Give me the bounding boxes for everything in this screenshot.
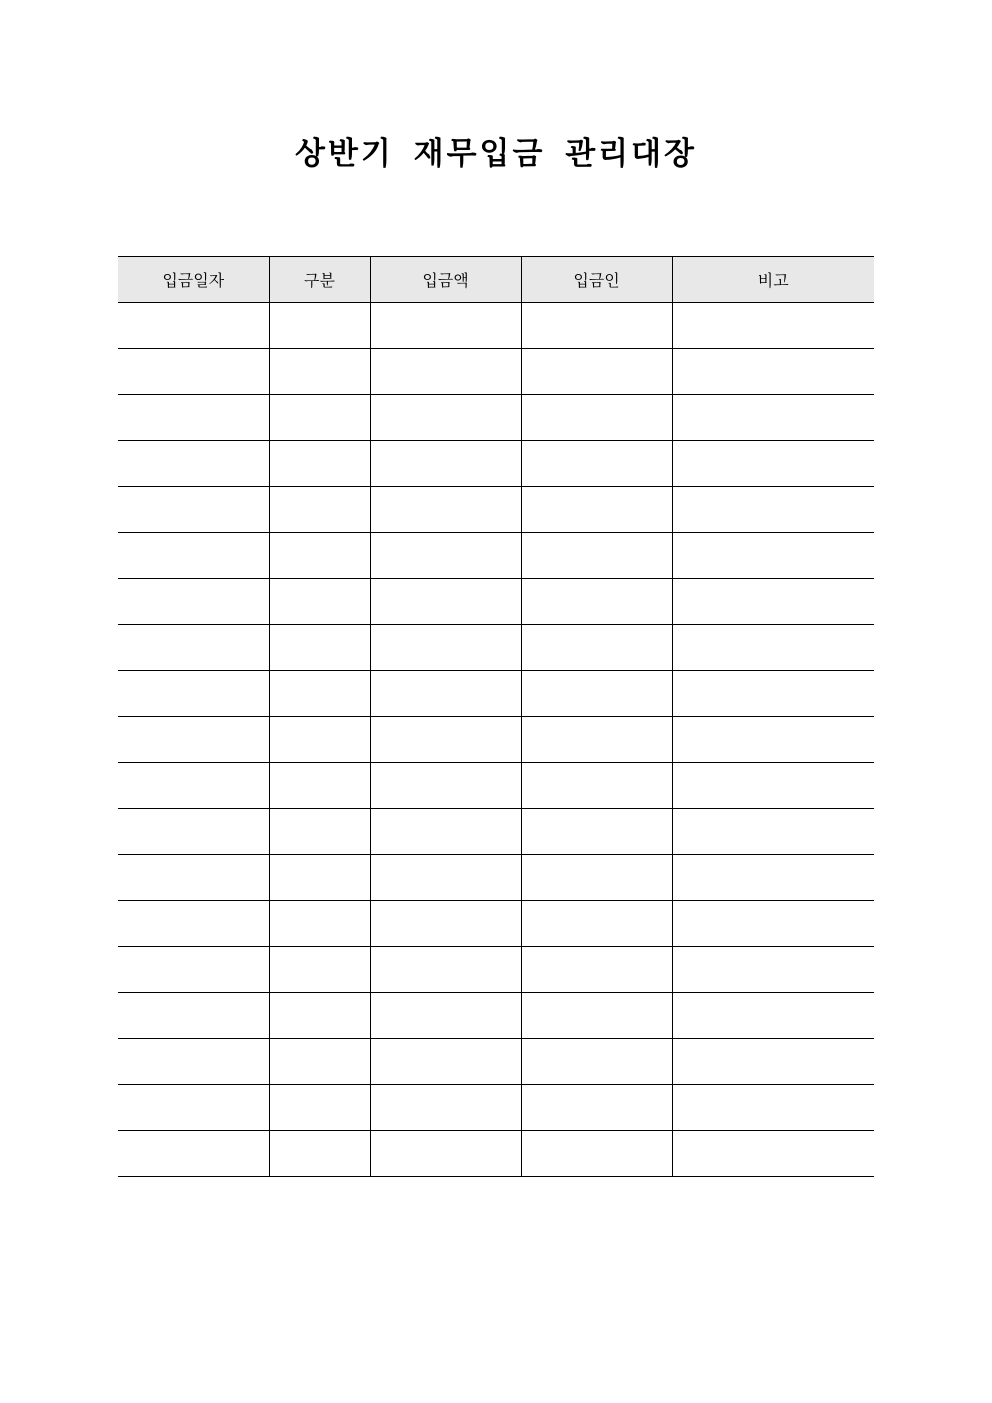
deposit-date-cell[interactable] — [118, 809, 269, 855]
category-cell[interactable] — [269, 1039, 370, 1085]
table-row — [118, 533, 874, 579]
amount-cell[interactable] — [370, 855, 521, 901]
amount-cell[interactable] — [370, 993, 521, 1039]
depositor-cell[interactable] — [521, 349, 672, 395]
depositor-cell[interactable] — [521, 671, 672, 717]
remarks-cell[interactable] — [672, 1039, 874, 1085]
deposit-date-cell[interactable] — [118, 763, 269, 809]
table-row — [118, 349, 874, 395]
amount-cell[interactable] — [370, 717, 521, 763]
remarks-cell[interactable] — [672, 901, 874, 947]
amount-cell[interactable] — [370, 809, 521, 855]
table-body — [118, 303, 874, 1177]
deposit-date-cell[interactable] — [118, 671, 269, 717]
category-cell[interactable] — [269, 579, 370, 625]
depositor-cell[interactable] — [521, 809, 672, 855]
table-row — [118, 579, 874, 625]
amount-cell[interactable] — [370, 901, 521, 947]
column-header-remarks: 비고 — [672, 257, 874, 303]
deposit-date-cell[interactable] — [118, 1085, 269, 1131]
depositor-cell[interactable] — [521, 763, 672, 809]
table-row — [118, 1039, 874, 1085]
remarks-cell[interactable] — [672, 993, 874, 1039]
deposit-date-cell[interactable] — [118, 441, 269, 487]
category-cell[interactable] — [269, 993, 370, 1039]
remarks-cell[interactable] — [672, 303, 874, 349]
deposit-date-cell[interactable] — [118, 625, 269, 671]
deposit-date-cell[interactable] — [118, 303, 269, 349]
table-row — [118, 487, 874, 533]
category-cell[interactable] — [269, 1085, 370, 1131]
column-header-category: 구분 — [269, 257, 370, 303]
amount-cell[interactable] — [370, 441, 521, 487]
deposit-date-cell[interactable] — [118, 993, 269, 1039]
column-header-amount: 입금액 — [370, 257, 521, 303]
deposit-date-cell[interactable] — [118, 533, 269, 579]
depositor-cell[interactable] — [521, 855, 672, 901]
deposit-date-cell[interactable] — [118, 349, 269, 395]
depositor-cell[interactable] — [521, 441, 672, 487]
remarks-cell[interactable] — [672, 717, 874, 763]
amount-cell[interactable] — [370, 763, 521, 809]
remarks-cell[interactable] — [672, 855, 874, 901]
amount-cell[interactable] — [370, 487, 521, 533]
depositor-cell[interactable] — [521, 717, 672, 763]
amount-cell[interactable] — [370, 1085, 521, 1131]
remarks-cell[interactable] — [672, 441, 874, 487]
deposit-date-cell[interactable] — [118, 855, 269, 901]
table-row — [118, 947, 874, 993]
amount-cell[interactable] — [370, 579, 521, 625]
remarks-cell[interactable] — [672, 579, 874, 625]
table-header-row — [118, 257, 874, 303]
table-row — [118, 993, 874, 1039]
table-row — [118, 625, 874, 671]
column-header-depositor: 입금인 — [521, 257, 672, 303]
depositor-cell[interactable] — [521, 947, 672, 993]
depositor-cell[interactable] — [521, 993, 672, 1039]
depositor-cell[interactable] — [521, 901, 672, 947]
deposit-date-cell[interactable] — [118, 947, 269, 993]
table-row — [118, 717, 874, 763]
remarks-cell[interactable] — [672, 809, 874, 855]
amount-cell[interactable] — [370, 349, 521, 395]
amount-cell[interactable] — [370, 671, 521, 717]
depositor-cell[interactable] — [521, 1131, 672, 1177]
deposit-date-cell[interactable] — [118, 1131, 269, 1177]
category-cell[interactable] — [269, 809, 370, 855]
category-cell[interactable] — [269, 303, 370, 349]
table-row — [118, 441, 874, 487]
document-title: 상반기 재무입금 관리대장 — [295, 136, 697, 172]
table-row — [118, 395, 874, 441]
amount-cell[interactable] — [370, 303, 521, 349]
depositor-cell[interactable] — [521, 395, 672, 441]
category-cell[interactable] — [269, 717, 370, 763]
depositor-cell[interactable] — [521, 1039, 672, 1085]
amount-cell[interactable] — [370, 1131, 521, 1177]
category-cell[interactable] — [269, 349, 370, 395]
remarks-cell[interactable] — [672, 487, 874, 533]
table-row — [118, 1131, 874, 1177]
table-row — [118, 855, 874, 901]
table-row — [118, 763, 874, 809]
category-cell[interactable] — [269, 947, 370, 993]
table-row — [118, 901, 874, 947]
deposit-ledger-table — [118, 256, 874, 1177]
depositor-cell[interactable] — [521, 303, 672, 349]
amount-cell[interactable] — [370, 947, 521, 993]
category-cell[interactable] — [269, 441, 370, 487]
category-cell[interactable] — [269, 901, 370, 947]
remarks-cell[interactable] — [672, 349, 874, 395]
remarks-cell[interactable] — [672, 763, 874, 809]
remarks-cell[interactable] — [672, 947, 874, 993]
deposit-date-cell[interactable] — [118, 487, 269, 533]
category-cell[interactable] — [269, 855, 370, 901]
deposit-date-cell[interactable] — [118, 395, 269, 441]
amount-cell[interactable] — [370, 625, 521, 671]
category-cell[interactable] — [269, 625, 370, 671]
remarks-cell[interactable] — [672, 625, 874, 671]
remarks-cell[interactable] — [672, 1131, 874, 1177]
amount-cell[interactable] — [370, 1039, 521, 1085]
remarks-cell[interactable] — [672, 395, 874, 441]
deposit-date-cell[interactable] — [118, 901, 269, 947]
depositor-cell[interactable] — [521, 1085, 672, 1131]
remarks-cell[interactable] — [672, 533, 874, 579]
depositor-cell[interactable] — [521, 625, 672, 671]
depositor-cell[interactable] — [521, 579, 672, 625]
table-row — [118, 671, 874, 717]
category-cell[interactable] — [269, 671, 370, 717]
table-row — [118, 809, 874, 855]
category-cell[interactable] — [269, 1131, 370, 1177]
category-cell[interactable] — [269, 487, 370, 533]
remarks-cell[interactable] — [672, 1085, 874, 1131]
remarks-cell[interactable] — [672, 671, 874, 717]
category-cell[interactable] — [269, 533, 370, 579]
deposit-date-cell[interactable] — [118, 717, 269, 763]
deposit-date-cell[interactable] — [118, 1039, 269, 1085]
category-cell[interactable] — [269, 395, 370, 441]
table-row — [118, 303, 874, 349]
deposit-date-cell[interactable] — [118, 579, 269, 625]
category-cell[interactable] — [269, 763, 370, 809]
table-row — [118, 1085, 874, 1131]
depositor-cell[interactable] — [521, 487, 672, 533]
amount-cell[interactable] — [370, 533, 521, 579]
amount-cell[interactable] — [370, 395, 521, 441]
depositor-cell[interactable] — [521, 533, 672, 579]
column-header-deposit-date: 입금일자 — [118, 257, 269, 303]
